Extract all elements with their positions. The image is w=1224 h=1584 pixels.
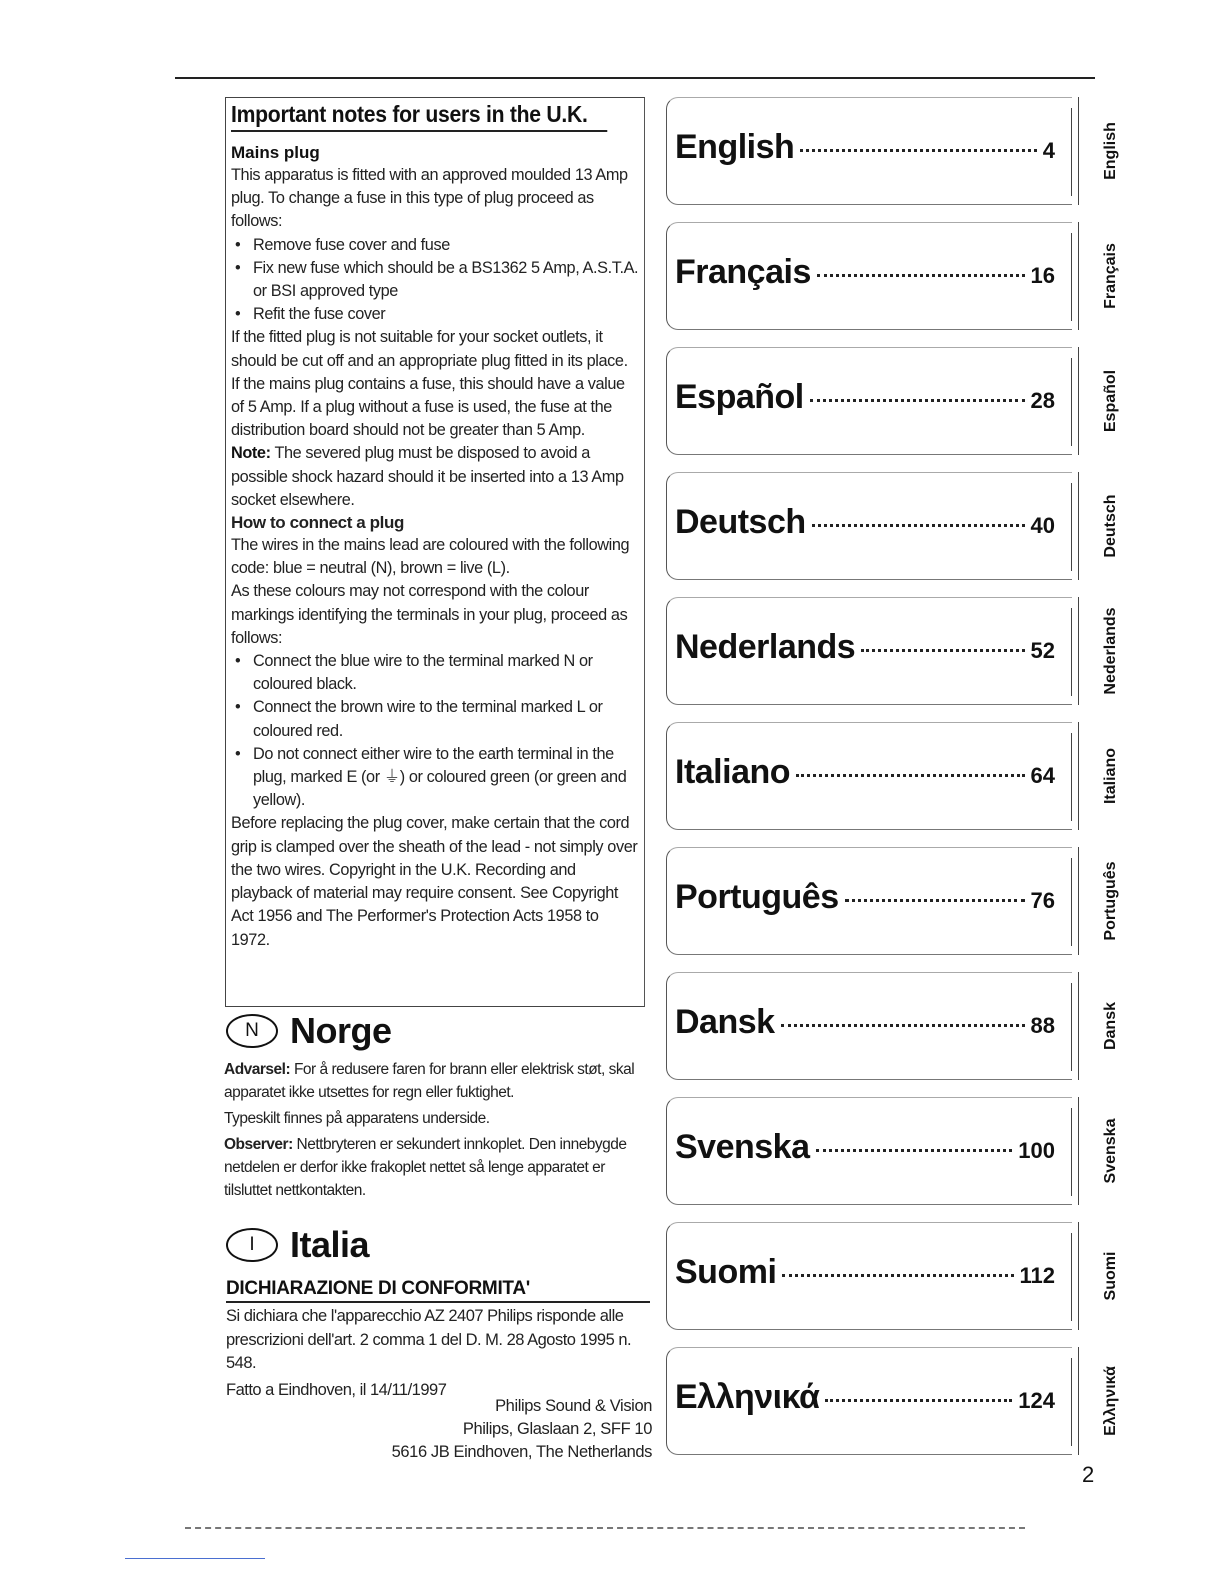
conformity-text: Si dichiara che l'apparecchio AZ 2407 Philips risponde alle prescrizioni dell'art. 2 comma 1 del D. M. 28 Agosto 1995 n. 548. <box>226 1307 632 1372</box>
list-item: • Connect the brown wire to the terminal marked L or coloured red. <box>231 696 640 742</box>
card-divider <box>1071 608 1072 696</box>
side-tab-label: Italiano <box>1102 748 1119 805</box>
list-item: • Fix new fuse which should be a BS1362 5 Amp, A.S.T.A. or BSI approved type <box>231 257 640 303</box>
connect-intro: The wires in the mains lead are coloured with the following code: blue = neutral (N), brown = live (L). <box>231 536 630 578</box>
card-divider <box>1071 358 1072 446</box>
side-tab-label: Svenska <box>1102 1118 1119 1184</box>
side-tab-label: Suomi <box>1102 1251 1119 1301</box>
language-entry-italiano[interactable] <box>666 722 1072 830</box>
language-entry-english[interactable] <box>666 97 1072 205</box>
language-name: Nederlands <box>675 628 856 666</box>
language-name: Suomi <box>675 1253 777 1291</box>
top-rule <box>175 77 1095 79</box>
list-item: • Connect the blue wire to the terminal marked N or coloured black. <box>231 650 640 696</box>
language-entry-francais[interactable] <box>666 222 1072 330</box>
language-name: Italiano <box>675 753 791 791</box>
address-block <box>392 1395 652 1464</box>
side-tab-svenska[interactable] <box>1078 1097 1125 1205</box>
connect-paragraph: As these colours may not correspond with the colour markings identifying the terminals in your plug, proceed as follows: <box>231 582 628 647</box>
dot-leader <box>781 1024 1025 1027</box>
side-tab-deutsch[interactable] <box>1078 472 1125 580</box>
conformity-title: DICHIARAZIONE DI CONFORMITA' <box>226 1278 650 1303</box>
country-badge-n: N <box>226 1014 278 1048</box>
mains-plug-heading: Mains plug <box>231 143 320 162</box>
closing-paragraph: Before replacing the plug cover, make certain that the cord grip is clamped over the sheath of the lead - not simply over the two wires. Copyright in the U.K. Recording and playback of material may require consent. See Copyright Act 1956 and The Performer's Protection Acts 1958 to 1972. <box>231 814 638 949</box>
dot-leader <box>817 274 1025 277</box>
card-divider <box>1071 983 1072 1071</box>
language-name: Português <box>675 878 839 916</box>
language-row <box>675 1003 1055 1042</box>
dot-leader <box>796 774 1024 777</box>
uk-notes-body <box>231 164 640 952</box>
language-page: 124 <box>1018 1388 1055 1413</box>
side-tab-italiano[interactable] <box>1078 722 1125 830</box>
dot-leader <box>800 149 1036 152</box>
side-tab-label: English <box>1102 122 1119 180</box>
language-row <box>675 128 1055 167</box>
list-item: • Refit the fuse cover <box>231 303 640 326</box>
norge-observer <box>224 1133 644 1202</box>
uk-notes-box <box>225 97 645 1007</box>
observer-label: Observer: <box>224 1136 293 1153</box>
language-name: Svenska <box>675 1128 810 1166</box>
connect-steps-list <box>231 650 640 812</box>
side-tab-portugues[interactable] <box>1078 847 1125 955</box>
language-page: 76 <box>1030 888 1055 913</box>
mains-steps-list <box>231 234 640 327</box>
language-entry-greek[interactable] <box>666 1347 1072 1455</box>
side-tab-nederlands[interactable] <box>1078 597 1125 705</box>
side-tab-dansk[interactable] <box>1078 972 1125 1080</box>
language-page: 88 <box>1030 1013 1055 1038</box>
side-tab-label: Français <box>1102 243 1119 309</box>
mains-intro: This apparatus is fitted with an approved moulded 13 Amp plug. To change a fuse in this type of plug proceed as follows: <box>231 166 628 231</box>
list-item: • Remove fuse cover and fuse <box>231 234 640 257</box>
address-line: 5616 JB Eindhoven, The Netherlands <box>391 1443 652 1461</box>
language-row <box>675 753 1055 792</box>
card-divider <box>1071 1358 1072 1446</box>
side-tab-english[interactable] <box>1078 97 1125 205</box>
dot-leader <box>845 899 1025 902</box>
language-name: Español <box>675 378 804 416</box>
note-text: The severed plug must be disposed to avoid a possible shock hazard should it be inserted into a 13 Amp socket elsewhere. <box>231 444 624 509</box>
norge-heading <box>226 1010 392 1052</box>
dot-leader <box>782 1274 1013 1277</box>
language-page: 52 <box>1030 638 1055 663</box>
language-page: 112 <box>1019 1263 1055 1288</box>
language-row <box>675 1378 1055 1417</box>
norge-body <box>224 1058 644 1205</box>
card-divider <box>1071 858 1072 946</box>
language-page: 100 <box>1018 1138 1055 1163</box>
language-row <box>675 503 1055 542</box>
language-entry-espanol[interactable] <box>666 347 1072 455</box>
language-name: Français <box>675 253 811 291</box>
address-line: Philips, Glaslaan 2, SFF 10 <box>462 1420 652 1438</box>
dot-leader <box>816 1149 1013 1152</box>
address-line: Philips Sound & Vision <box>495 1397 652 1415</box>
dot-leader <box>812 524 1025 527</box>
language-page: 28 <box>1030 388 1055 413</box>
card-divider <box>1071 483 1072 571</box>
language-name: English <box>675 128 795 166</box>
warning-text: For å redusere faren for brann eller elektrisk støt, skal apparatet ikke utsettes for regn eller fuktighet. <box>224 1061 635 1101</box>
language-row <box>675 1253 1055 1292</box>
norge-warning <box>224 1058 644 1104</box>
italia-heading <box>226 1224 369 1266</box>
country-badge-i: I <box>226 1228 278 1262</box>
language-name: Dansk <box>675 1003 775 1041</box>
card-divider <box>1071 733 1072 821</box>
language-entry-suomi[interactable] <box>666 1222 1072 1330</box>
language-entry-deutsch[interactable] <box>666 472 1072 580</box>
language-row <box>675 878 1055 917</box>
language-page: 64 <box>1030 763 1055 788</box>
list-item: • Do not connect either wire to the earth terminal in the plug, marked E (or ⏚) or coloured green (or green and yellow). <box>231 743 640 813</box>
card-divider <box>1071 233 1072 321</box>
language-page: 4 <box>1042 138 1055 163</box>
language-page: 16 <box>1030 263 1055 288</box>
dot-leader <box>861 649 1024 652</box>
side-tab-espanol[interactable] <box>1078 347 1125 455</box>
language-row <box>675 253 1055 292</box>
dot-leader <box>810 399 1025 402</box>
side-tab-label: Português <box>1102 861 1119 941</box>
page-number: 2 <box>1082 1462 1095 1487</box>
italia-title: Italia <box>290 1224 370 1265</box>
uk-notes-title: Important notes for users in the U.K. <box>231 100 607 132</box>
italia-body <box>226 1305 654 1405</box>
language-entry-nederlands[interactable] <box>666 597 1072 705</box>
bottom-rule <box>185 1527 1025 1529</box>
made-in-text: Fatto a Eindhoven, il 14/11/1997 <box>226 1380 447 1399</box>
language-row <box>675 1128 1055 1167</box>
dot-leader <box>825 1399 1012 1402</box>
side-tab-label: Español <box>1102 369 1119 433</box>
language-entry-dansk[interactable] <box>666 972 1072 1080</box>
card-divider <box>1071 1108 1072 1196</box>
side-tab-label: Ελληνικά <box>1102 1366 1119 1436</box>
scan-artifact-line <box>125 1558 265 1559</box>
language-entry-portugues[interactable] <box>666 847 1072 955</box>
connect-plug-heading: How to connect a plug <box>231 513 404 533</box>
norge-typeskilt: Typeskilt finnes på apparatens underside. <box>224 1110 490 1127</box>
language-row <box>675 628 1055 667</box>
observer-text: Nettbryteren er sekundert innkoplet. Den innebygde netdelen er derfor ikke frakoplet nettet så lenge apparatet er tilsluttet nettkontakten. <box>224 1136 627 1199</box>
language-name: Deutsch <box>675 503 806 541</box>
language-page: 40 <box>1030 513 1055 538</box>
side-tab-label: Deutsch <box>1102 494 1119 558</box>
mains-paragraph-2: If the mains plug contains a fuse, this should have a value of 5 Amp. If a plug without a fuse is used, the fuse at the distribution board should not be greater than 5 Amp. <box>231 374 625 440</box>
language-entry-svenska[interactable] <box>666 1097 1072 1205</box>
card-divider <box>1071 108 1072 196</box>
language-name: Ελληνικά <box>675 1378 820 1416</box>
side-tab-francais[interactable] <box>1078 222 1125 330</box>
side-tab-label: Nederlands <box>1102 607 1119 695</box>
card-divider <box>1071 1233 1072 1321</box>
language-row <box>675 378 1055 417</box>
side-tab-suomi[interactable] <box>1078 1222 1125 1330</box>
note-paragraph <box>231 442 640 512</box>
norge-title: Norge <box>290 1010 392 1051</box>
warning-label: Advarsel: <box>224 1061 291 1078</box>
note-label: Note: <box>231 444 271 463</box>
side-tab-greek[interactable] <box>1078 1347 1125 1455</box>
side-tab-label: Dansk <box>1102 1001 1119 1051</box>
mains-paragraph-1: If the fitted plug is not suitable for your socket outlets, it should be cut off and an appropriate plug fitted in its place. <box>231 328 628 370</box>
